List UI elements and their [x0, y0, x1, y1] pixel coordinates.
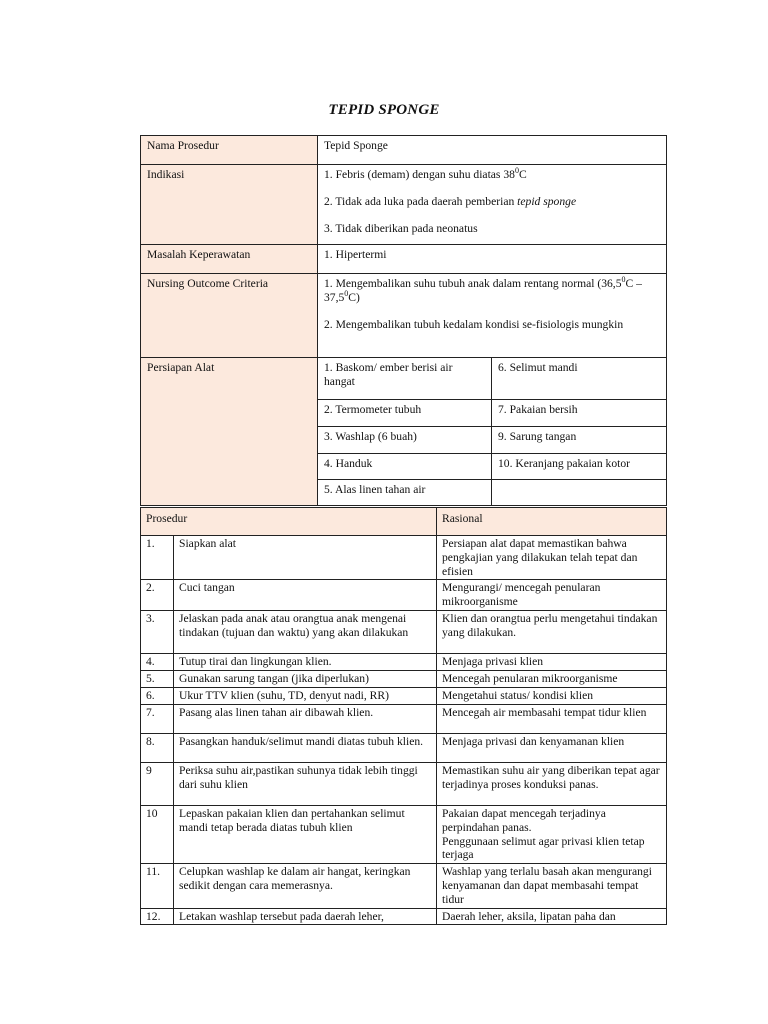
- alat-item: 7. Pakaian bersih: [492, 400, 667, 427]
- value-nursing-outcome: [318, 274, 667, 358]
- step-rationale: Daerah leher, aksila, lipatan paha dan: [437, 908, 667, 925]
- table-row: [141, 536, 667, 580]
- table-row: [141, 908, 667, 925]
- step-number: 7.: [141, 704, 174, 733]
- rationale-line: Penggunaan selimut agar privasi klien tetap terjaga: [442, 834, 645, 862]
- label-masalah-keperawatan: Masalah Keperawatan: [141, 245, 318, 274]
- alat-item: 3. Washlap (6 buah): [318, 427, 492, 454]
- step-text: Ukur TTV klien (suhu, TD, denyut nadi, RR): [174, 687, 437, 704]
- table-row: [141, 687, 667, 704]
- rationale-line: Pakaian dapat mencegah terjadinya perpindahan panas.: [442, 806, 606, 834]
- header-rasional: Rasional: [437, 508, 667, 536]
- table-row: [141, 580, 667, 611]
- row-masalah-keperawatan: [141, 245, 667, 274]
- table-row: [141, 864, 667, 908]
- label-persiapan-alat: Persiapan Alat: [141, 358, 318, 506]
- step-rationale: Washlap yang terlalu basah akan mengurangi kenyamanan dan dapat membasahi tempat tidur: [437, 864, 667, 908]
- alat-item: 10. Keranjang pakaian kotor: [492, 454, 667, 480]
- value-indikasi: [318, 165, 667, 245]
- label-indikasi: Indikasi: [141, 165, 318, 245]
- step-number: 9: [141, 762, 174, 805]
- noc-item-2: 2. Mengembalikan tubuh kedalam kondisi se-fisiologis mungkin: [324, 317, 624, 331]
- step-number: 11.: [141, 864, 174, 908]
- row-indikasi: [141, 165, 667, 245]
- step-number: 3.: [141, 610, 174, 653]
- step-rationale: Mencegah air membasahi tempat tidur klien: [437, 704, 667, 733]
- step-rationale: Memastikan suhu air yang diberikan tepat agar terjadinya proses konduksi panas.: [437, 762, 667, 805]
- alat-item: 6. Selimut mandi: [492, 358, 667, 400]
- row-nursing-outcome: [141, 274, 667, 358]
- row-persiapan-alat: [141, 358, 667, 400]
- step-rationale: Mengetahui status/ kondisi klien: [437, 687, 667, 704]
- row-nama-prosedur: [141, 136, 667, 165]
- step-rationale: Mengurangi/ mencegah penularan mikroorganisme: [437, 580, 667, 611]
- alat-item: 1. Baskom/ ember berisi air hangat: [318, 358, 492, 400]
- procedure-info-table: [140, 135, 667, 506]
- step-number: 8.: [141, 733, 174, 762]
- step-text: Tutup tirai dan lingkungan klien.: [174, 653, 437, 670]
- step-text: Jelaskan pada anak atau orangtua anak mengenai tindakan (tujuan dan waktu) yang akan dilakukan: [174, 610, 437, 653]
- procedure-header-row: [141, 508, 667, 536]
- step-number: 2.: [141, 580, 174, 611]
- step-text: Gunakan sarung tangan (jika diperlukan): [174, 670, 437, 687]
- table-row: [141, 805, 667, 863]
- value-nama-prosedur: Tepid Sponge: [318, 136, 667, 165]
- table-row: [141, 653, 667, 670]
- step-number: 1.: [141, 536, 174, 580]
- table-row: [141, 733, 667, 762]
- noc-item-1: 1. Mengembalikan suhu tubuh anak dalam rentang normal (36,5$^0$C – 37,5$^0$C): [324, 275, 642, 304]
- alat-item: 4. Handuk: [318, 454, 492, 480]
- step-text: Pasang alas linen tahan air dibawah klien.: [174, 704, 437, 733]
- step-rationale: Persiapan alat dapat memastikan bahwa pengkajian yang dilakukan telah tepat dan efisien: [437, 536, 667, 580]
- table-row: [141, 704, 667, 733]
- header-prosedur: Prosedur: [141, 508, 437, 536]
- page-title: TEPID SPONGE: [328, 102, 440, 118]
- step-text: Letakan washlap tersebut pada daerah leher,: [174, 908, 437, 925]
- value-masalah-keperawatan: 1. Hipertermi: [318, 245, 667, 274]
- label-nama-prosedur: Nama Prosedur: [141, 136, 318, 165]
- step-number: 5.: [141, 670, 174, 687]
- indikasi-item-2: 2. Tidak ada luka pada daerah pemberian tepid sponge: [324, 194, 577, 208]
- step-rationale: Menjaga privasi klien: [437, 653, 667, 670]
- table-row: [141, 670, 667, 687]
- step-number: 12.: [141, 908, 174, 925]
- step-number: 4.: [141, 653, 174, 670]
- step-rationale: [437, 805, 667, 863]
- step-rationale: Menjaga privasi dan kenyamanan klien: [437, 733, 667, 762]
- alat-item: 9. Sarung tangan: [492, 427, 667, 454]
- step-text: Siapkan alat: [174, 536, 437, 580]
- alat-item: [492, 480, 667, 506]
- step-text: Pasangkan handuk/selimut mandi diatas tubuh klien.: [174, 733, 437, 762]
- table-row: [141, 610, 667, 653]
- alat-item: 5. Alas linen tahan air: [318, 480, 492, 506]
- label-nursing-outcome: Nursing Outcome Criteria: [141, 274, 318, 358]
- table-row: [141, 762, 667, 805]
- indikasi-item-1: 1. Febris (demam) dengan suhu diatas $38^0C$: [324, 166, 527, 181]
- procedure-steps-table: [140, 507, 667, 925]
- step-number: 10: [141, 805, 174, 863]
- step-rationale: Mencegah penularan mikroorganisme: [437, 670, 667, 687]
- indikasi-item-3: 3. Tidak diberikan pada neonatus: [324, 221, 478, 235]
- step-text: Celupkan washlap ke dalam air hangat, keringkan sedikit dengan cara memerasnya.: [174, 864, 437, 908]
- step-rationale: Klien dan orangtua perlu mengetahui tindakan yang dilakukan.: [437, 610, 667, 653]
- alat-item: 2. Termometer tubuh: [318, 400, 492, 427]
- step-number: 6.: [141, 687, 174, 704]
- step-text: Lepaskan pakaian klien dan pertahankan selimut mandi tetap berada diatas tubuh klien: [174, 805, 437, 863]
- step-text: Periksa suhu air,pastikan suhunya tidak lebih tinggi dari suhu klien: [174, 762, 437, 805]
- step-text: Cuci tangan: [174, 580, 437, 611]
